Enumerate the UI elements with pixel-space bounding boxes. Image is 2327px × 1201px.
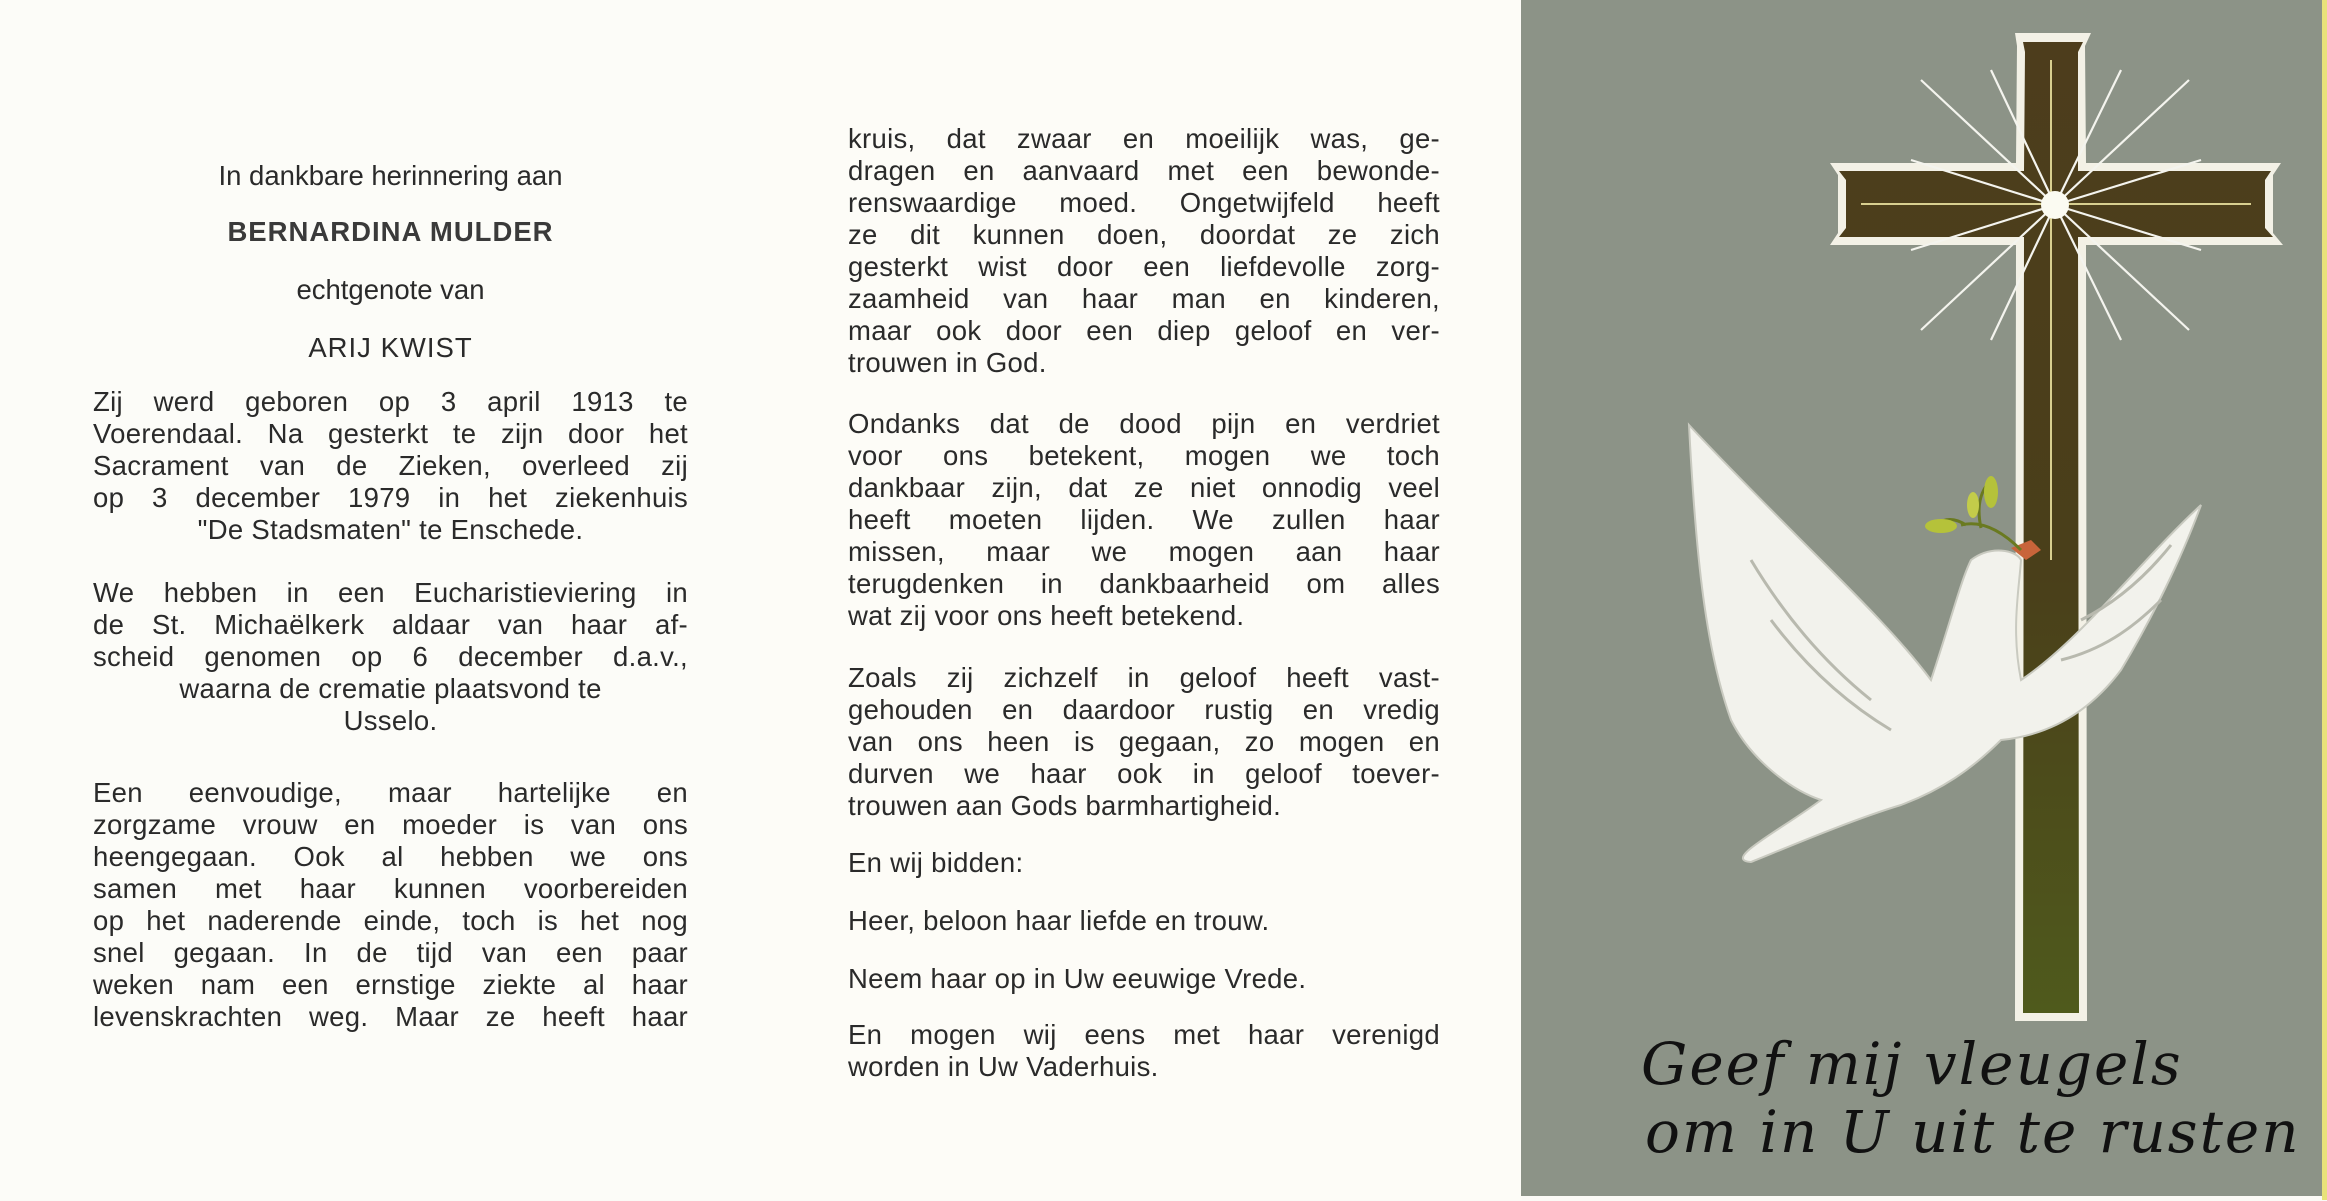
- courage-paragraph: [848, 123, 1440, 379]
- gratitude-paragraph: [848, 408, 1440, 632]
- caption-line: Geef mij vleugels: [1641, 1030, 2183, 1098]
- text-line: heengegaan. Ook al hebben we ons: [93, 841, 688, 872]
- prayer-line: Neem haar op in Uw eeuwige Vrede.: [848, 963, 1307, 994]
- dove-icon: [1689, 425, 2201, 862]
- cross-icon: [1830, 33, 2283, 1021]
- text-line: durven we haar ook in geloof toever-: [848, 758, 1440, 789]
- text-line: Voerendaal. Na gesterkt te zijn door het: [93, 418, 688, 449]
- prayer-intro: En wij bidden:: [848, 847, 1024, 878]
- text-line: dankbaar zijn, dat ze niet onnodig veel: [848, 472, 1440, 503]
- text-line: terugdenken in dankbaarheid om alles: [848, 568, 1440, 599]
- text-line: zorgzame vrouw en moeder is van ons: [93, 809, 688, 840]
- intro-line: In dankbare herinnering aan: [218, 160, 563, 191]
- text-line: heeft moeten lijden. We zullen haar: [848, 504, 1440, 535]
- text-line: levenskrachten weg. Maar ze heeft haar: [93, 1001, 688, 1032]
- text-line: Ondanks dat de dood pijn en verdriet: [848, 408, 1440, 439]
- biography-paragraph: [93, 386, 688, 546]
- text-line: Sacrament van de Zieken, overleed zij: [93, 450, 688, 481]
- devotional-artwork: [1521, 0, 2322, 1196]
- tribute-paragraph: [93, 777, 688, 1033]
- prayer-closing: [848, 1019, 1440, 1083]
- text-line: kruis, dat zwaar en moeilijk was, ge-: [848, 123, 1440, 154]
- caption-line: om in U uit te rusten: [1645, 1098, 2301, 1166]
- text-line: En mogen wij eens met haar verenigd: [848, 1019, 1440, 1050]
- text-line: dragen en aanvaard met een bewonde-: [848, 155, 1440, 186]
- text-line: waarna de crematie plaatsvond te: [179, 673, 602, 704]
- left-panel: [0, 0, 760, 1200]
- text-line: snel gegaan. In de tijd van een paar: [93, 937, 688, 968]
- deceased-name: BERNARDINA MULDER: [227, 216, 554, 247]
- text-line: zaamheid van haar man en kinderen,: [848, 283, 1440, 314]
- text-line: gesterkt wist door een liefdevolle zorg-: [848, 251, 1440, 282]
- faith-paragraph: [848, 662, 1440, 822]
- text-line: scheid genomen op 6 december d.a.v.,: [93, 641, 688, 672]
- text-line: missen, maar we mogen aan haar: [848, 536, 1440, 567]
- text-line: "De Stadsmaten" te Enschede.: [197, 514, 584, 545]
- text-line: We hebben in een Eucharistieviering in: [93, 577, 688, 608]
- text-line: Een eenvoudige, maar hartelijke en: [93, 777, 688, 808]
- text-line: Usselo.: [343, 705, 438, 736]
- middle-panel: [760, 0, 1522, 1200]
- funeral-paragraph: [93, 577, 688, 737]
- text-line: samen met haar kunnen voorbereiden: [93, 873, 688, 904]
- text-line: wat zij voor ons heeft betekend.: [848, 600, 1245, 631]
- spouse-name: ARIJ KWIST: [308, 332, 473, 363]
- text-line: worden in Uw Vaderhuis.: [848, 1051, 1159, 1082]
- text-line: op het naderende einde, toch is het nog: [93, 905, 688, 936]
- text-line: trouwen aan Gods barmhartigheid.: [848, 790, 1282, 821]
- text-line: Zoals zij zichzelf in geloof heeft vast-: [848, 662, 1440, 693]
- relation-line: echtgenote van: [296, 274, 485, 305]
- text-line: de St. Michaëlkerk aldaar van haar af-: [93, 609, 688, 640]
- text-line: Zij werd geboren op 3 april 1913 te: [93, 386, 688, 417]
- text-line: ze dit kunnen doen, doordat ze zich: [848, 219, 1440, 250]
- cross-and-dove-illustration: [1521, 0, 2322, 1196]
- prayer-line: Heer, beloon haar liefde en trouw.: [848, 905, 1270, 936]
- text-line: renswaardige moed. Ongetwijfeld heeft: [848, 187, 1440, 218]
- text-line: maar ook door een diep geloof en ver-: [848, 315, 1440, 346]
- text-line: gehouden en daardoor rustig en vredig: [848, 694, 1440, 725]
- text-line: voor ons betekent, mogen we toch: [848, 440, 1440, 471]
- text-line: van ons heen is gegaan, zo mogen en: [848, 726, 1440, 757]
- text-line: op 3 december 1979 in het ziekenhuis: [93, 482, 688, 513]
- card-edge: [2322, 0, 2327, 1200]
- text-line: weken nam een ernstige ziekte al haar: [93, 969, 688, 1000]
- text-line: trouwen in God.: [848, 347, 1047, 378]
